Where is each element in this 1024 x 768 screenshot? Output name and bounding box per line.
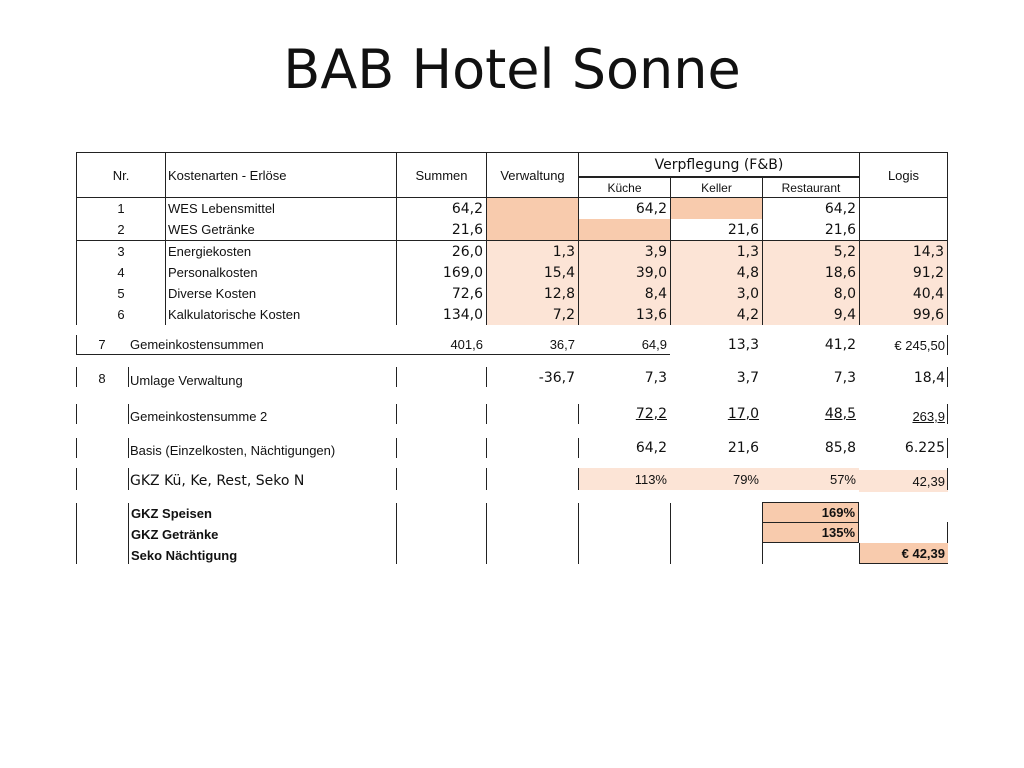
row-label: WES Lebensmittel [165,198,396,219]
row-summen: 21,6 [396,219,486,241]
row-label: Diverse Kosten [165,283,396,304]
row-kueche: 8,4 [578,283,670,304]
row-verwaltung [486,219,578,241]
final-naechtigung-value: € 42,39 [859,543,948,564]
row-marker [947,468,948,490]
header-kueche: Küche [578,177,670,198]
row-kueche: 64,2 [578,198,670,219]
summary-logis: € 245,50 [894,337,945,353]
row-restaurant: 64,2 [762,198,859,219]
row-marker [76,438,77,458]
row-marker [76,404,77,424]
row-marker [578,468,579,490]
summary-label: Umlage Verwaltung [130,373,243,388]
row-marker [396,503,397,564]
header-summen: Summen [396,152,486,198]
row-marker [396,468,397,490]
row-logis: 40,4 [859,283,948,304]
row-keller [670,198,762,219]
summary-restaurant: 57% [762,468,859,490]
row-logis [859,219,948,241]
page-title: BAB Hotel Sonne [283,38,741,101]
summary-restaurant: 41,2 [824,337,856,353]
row-marker [128,438,129,458]
summary-verwaltung: 36,7 [486,335,578,355]
row-keller: 4,2 [670,304,762,325]
row-restaurant: 9,4 [762,304,859,325]
header-logis: Logis [859,152,948,198]
summary-label: GKZ Kü, Ke, Rest, Seko N [130,473,305,489]
row-marker [486,404,487,424]
row-kueche: 3,9 [578,241,670,262]
summary-summen: 401,6 [396,335,486,355]
row-restaurant: 18,6 [762,262,859,283]
row-marker [486,503,487,564]
row-verwaltung: 7,2 [486,304,578,325]
row-summen: 26,0 [396,241,486,262]
row-marker [947,404,948,424]
final-label: Seko Nächtigung [131,547,238,563]
row-keller: 4,8 [670,262,762,283]
row-marker [486,367,487,387]
row-marker [396,367,397,387]
row-nr: 6 [76,304,165,325]
row-marker [76,468,77,490]
row-keller: 3,0 [670,283,762,304]
row-verwaltung: 1,3 [486,241,578,262]
summary-logis: 263,9 [912,408,945,424]
row-label: Energiekosten [165,241,396,262]
row-logis: 14,3 [859,241,948,262]
header-verpflegung: Verpflegung (F&B) [578,152,859,177]
row-marker [578,438,579,458]
row-marker [76,367,77,387]
final-label: GKZ Speisen [131,505,212,521]
row-marker [486,438,487,458]
summary-nr: 8 [98,370,106,386]
row-nr: 4 [76,262,165,283]
header-nr: Nr. [76,152,165,198]
row-kueche: 13,6 [578,304,670,325]
row-marker [947,438,948,458]
final-getraenke-value: 135% [762,522,859,543]
row-summen: 169,0 [396,262,486,283]
summary-label: Basis (Einzelkosten, Nächtigungen) [130,442,336,458]
summary-kueche: 113% [578,468,670,490]
row-nr: 5 [76,283,165,304]
header-restaurant: Restaurant [762,177,859,198]
row-marker [947,367,948,387]
row-verwaltung: 15,4 [486,262,578,283]
summary-kueche: 7,3 [644,370,667,386]
row-kueche [578,219,670,241]
row-marker [396,404,397,424]
row-label: Personalkosten [165,262,396,283]
row-nr: 3 [76,241,165,262]
summary-logis: 18,4 [913,370,945,386]
summary-keller: 21,6 [727,440,759,456]
header-keller: Keller [670,177,762,198]
row-logis: 91,2 [859,262,948,283]
row-restaurant: 8,0 [762,283,859,304]
row-verwaltung [486,198,578,219]
summary-label: Gemeinkostensummen [128,335,396,355]
header-kostenarten: Kostenarten - Erlöse [165,152,396,198]
row-logis [859,198,948,219]
row-verwaltung: 12,8 [486,283,578,304]
row-marker [947,335,948,355]
row-summen: 72,6 [396,283,486,304]
summary-nr: 7 [76,335,128,355]
header-verwaltung: Verwaltung [486,152,578,198]
summary-label: Gemeinkostensumme 2 [130,408,268,424]
row-kueche: 39,0 [578,262,670,283]
row-summen: 64,2 [396,198,486,219]
summary-verwaltung: -36,7 [538,370,575,386]
row-marker [76,503,77,564]
row-restaurant: 21,6 [762,219,859,241]
summary-restaurant: 7,3 [833,370,856,386]
row-marker [76,335,77,355]
row-logis: 99,6 [859,304,948,325]
summary-logis: 6.225 [904,440,945,456]
row-marker [486,468,487,490]
row-nr: 1 [76,198,165,219]
row-nr: 2 [76,219,165,241]
summary-restaurant: 85,8 [824,440,856,456]
summary-logis: 42,39 [859,470,948,492]
row-keller: 1,3 [670,241,762,262]
summary-keller: 17,0 [727,406,759,422]
row-marker [396,438,397,458]
row-label: WES Getränke [165,219,396,241]
row-restaurant: 5,2 [762,241,859,262]
summary-restaurant: 48,5 [824,406,856,422]
final-label: GKZ Getränke [131,526,219,542]
row-summen: 134,0 [396,304,486,325]
row-label: Kalkulatorische Kosten [165,304,396,325]
row-marker [128,468,129,490]
row-keller: 21,6 [670,219,762,241]
summary-kueche: 64,9 [578,335,670,355]
row-marker [128,367,129,387]
summary-kueche: 64,2 [635,440,667,456]
summary-kueche: 72,2 [635,406,667,422]
final-speisen-value: 169% [762,502,859,522]
row-marker [670,503,671,564]
row-marker [578,503,579,564]
summary-keller: 13,3 [727,337,759,353]
summary-keller: 79% [670,468,762,490]
row-marker [128,404,129,424]
summary-keller: 3,7 [736,370,759,386]
row-marker [578,404,579,424]
